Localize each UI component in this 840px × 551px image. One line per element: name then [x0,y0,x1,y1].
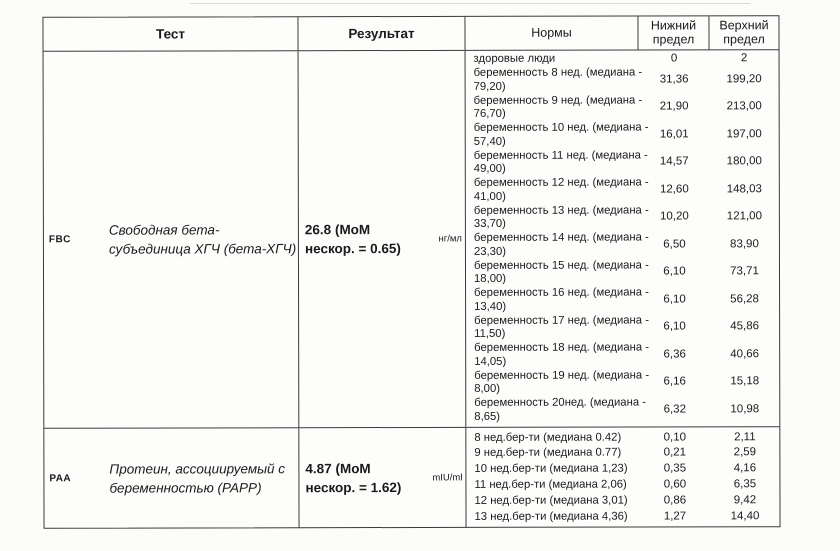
header-norms: Нормы [465,17,638,50]
norm-lower: 6,16 [663,375,686,388]
norm-label: беременность 15 нед. (медиана - 18,00) [473,259,649,285]
norm-upper: 40,66 [730,348,760,361]
norm-label: беременность 11 нед. (медиана - 49,00) [473,149,648,175]
norm-row [466,396,779,423]
norm-lower: 0 [670,52,678,65]
norm-label: здоровые люди [473,52,556,65]
test-cell [44,428,299,529]
test-code: FBC [48,234,71,246]
test-section [44,50,780,429]
result-line-1: 26.8 (МоМ [304,222,371,238]
norm-upper: 2 [740,52,748,65]
result-line-2: нескор. = 0.65) [304,241,401,257]
test-cell [44,51,300,428]
norm-label: 12 нед.бер-ти (медиана 3,01) [474,494,628,507]
lab-results-table [42,15,780,529]
test-name: Свободная бета-субъединица ХГЧ (бета-ХГЧ) [108,222,297,257]
norm-label: беременность 12 нед. (медиана - 41,00) [473,176,649,203]
norm-row [466,463,779,477]
norm-label: беременность 18 нед. (медиана - 14,05) [474,341,650,368]
norm-lower: 6,50 [663,238,686,251]
norm-label: беременность 14 нед. (медиана - 23,30) [473,231,649,258]
norm-upper: 45,86 [730,320,760,333]
norm-row [466,447,779,461]
test-code: PAA [49,473,72,485]
norm-upper: 121,00 [726,210,762,223]
result-cell [299,51,467,427]
norm-upper: 10,98 [730,403,760,416]
norm-lower: 12,60 [659,183,689,196]
norm-lower: 6,10 [663,320,686,333]
norm-row [466,94,779,121]
norm-label: беременность 17 нед. (медиана - 11,50) [474,314,649,340]
norm-row [466,286,779,313]
norm-label: 10 нед.бер-ти (медиана 1,23) [474,462,628,476]
norm-lower: 6,32 [663,403,686,416]
test-name: Протеин, ассоциируемый с беременностью (PAPP) [109,461,286,496]
norm-row [466,52,779,66]
norm-lower: 10,20 [659,210,689,223]
norm-label: беременность 8 нед. (медиана - 79,20) [473,66,643,93]
norm-upper: 83,90 [730,238,759,251]
norm-upper: 6,35 [733,478,757,491]
norm-upper: 199,20 [726,73,762,86]
norm-upper: 2,59 [733,446,757,459]
norm-row [466,259,779,286]
norm-lower: 6,36 [663,348,686,361]
norm-label: беременность 20нед. (медиана - 8,65) [474,396,647,423]
norm-upper: 56,28 [730,293,759,306]
result-unit: нг/мл [438,233,462,245]
norm-row [466,314,779,341]
result-unit: mIU/ml [432,472,463,484]
norm-upper: 148,03 [726,183,762,196]
norm-label: 9 нед.бер-ти (медиана 0.77) [474,446,622,460]
norm-row [466,478,779,492]
norm-upper: 73,71 [730,265,759,278]
norm-label: 8 нед.бер-ти (медиана 0.42) [474,431,622,444]
norm-lower: 31,36 [659,73,689,86]
norm-row [466,66,779,93]
norm-label: 13 нед.бер-ти (медиана 4,36) [474,510,628,523]
norm-row [466,149,779,176]
norm-label: беременность 19 нед. (медиана - 8,00) [474,369,650,395]
norm-label: беременность 16 нед. (медиана - 13,40) [474,286,649,313]
table-body [44,50,780,529]
norm-row [467,510,780,524]
norm-row [466,494,779,508]
norm-lower: 0,10 [663,430,687,443]
norm-row [466,204,779,231]
norm-label: 11 нед.бер-ти (медиана 2,06) [474,478,627,492]
header-lower-limit: Нижний предел [638,16,709,49]
norm-lower: 0,60 [663,478,687,491]
norm-lower: 6,10 [663,265,686,278]
norm-row [466,121,779,148]
norm-label: беременность 10 нед. (медиана - 57,40) [473,121,649,148]
norms-list [466,50,780,427]
norm-upper: 213,00 [726,100,762,113]
norm-row [466,369,779,396]
norm-upper: 14,40 [730,510,760,523]
result-cell [299,428,466,528]
norm-upper: 4,16 [733,462,757,475]
result-line-1: 4.87 (МоМ [305,461,371,477]
norm-lower: 0,35 [663,462,687,475]
norm-lower: 0,86 [663,494,687,507]
norm-row [466,231,779,258]
norm-upper: 9,42 [733,494,757,507]
norm-lower: 1,27 [663,510,687,523]
result-line-2: нескор. = 1.62) [305,480,402,496]
norm-lower: 21,90 [659,100,689,113]
norms-list [466,427,779,528]
header-test: Тест [43,17,298,51]
table-header-row [43,16,778,52]
norm-label: беременность 9 нед. (медиана - 76,70) [473,94,643,120]
norm-upper: 197,00 [726,128,762,141]
norm-row [466,176,779,203]
norm-upper: 15,18 [730,375,760,388]
scan-artifact-line [190,3,750,4]
norm-upper: 180,00 [726,155,762,168]
norm-row [466,341,779,368]
header-result: Результат [298,17,465,50]
norm-lower: 14,57 [659,155,689,168]
header-upper-limit: Верхний предел [719,18,769,46]
norm-lower: 16,01 [659,128,689,141]
norm-lower: 6,10 [663,293,686,306]
norm-upper: 2,11 [734,430,756,443]
norm-row [466,431,779,445]
norm-lower: 0,21 [663,446,687,459]
test-section [44,427,779,529]
norm-label: беременность 13 нед. (медиана - 33,70) [473,204,649,230]
